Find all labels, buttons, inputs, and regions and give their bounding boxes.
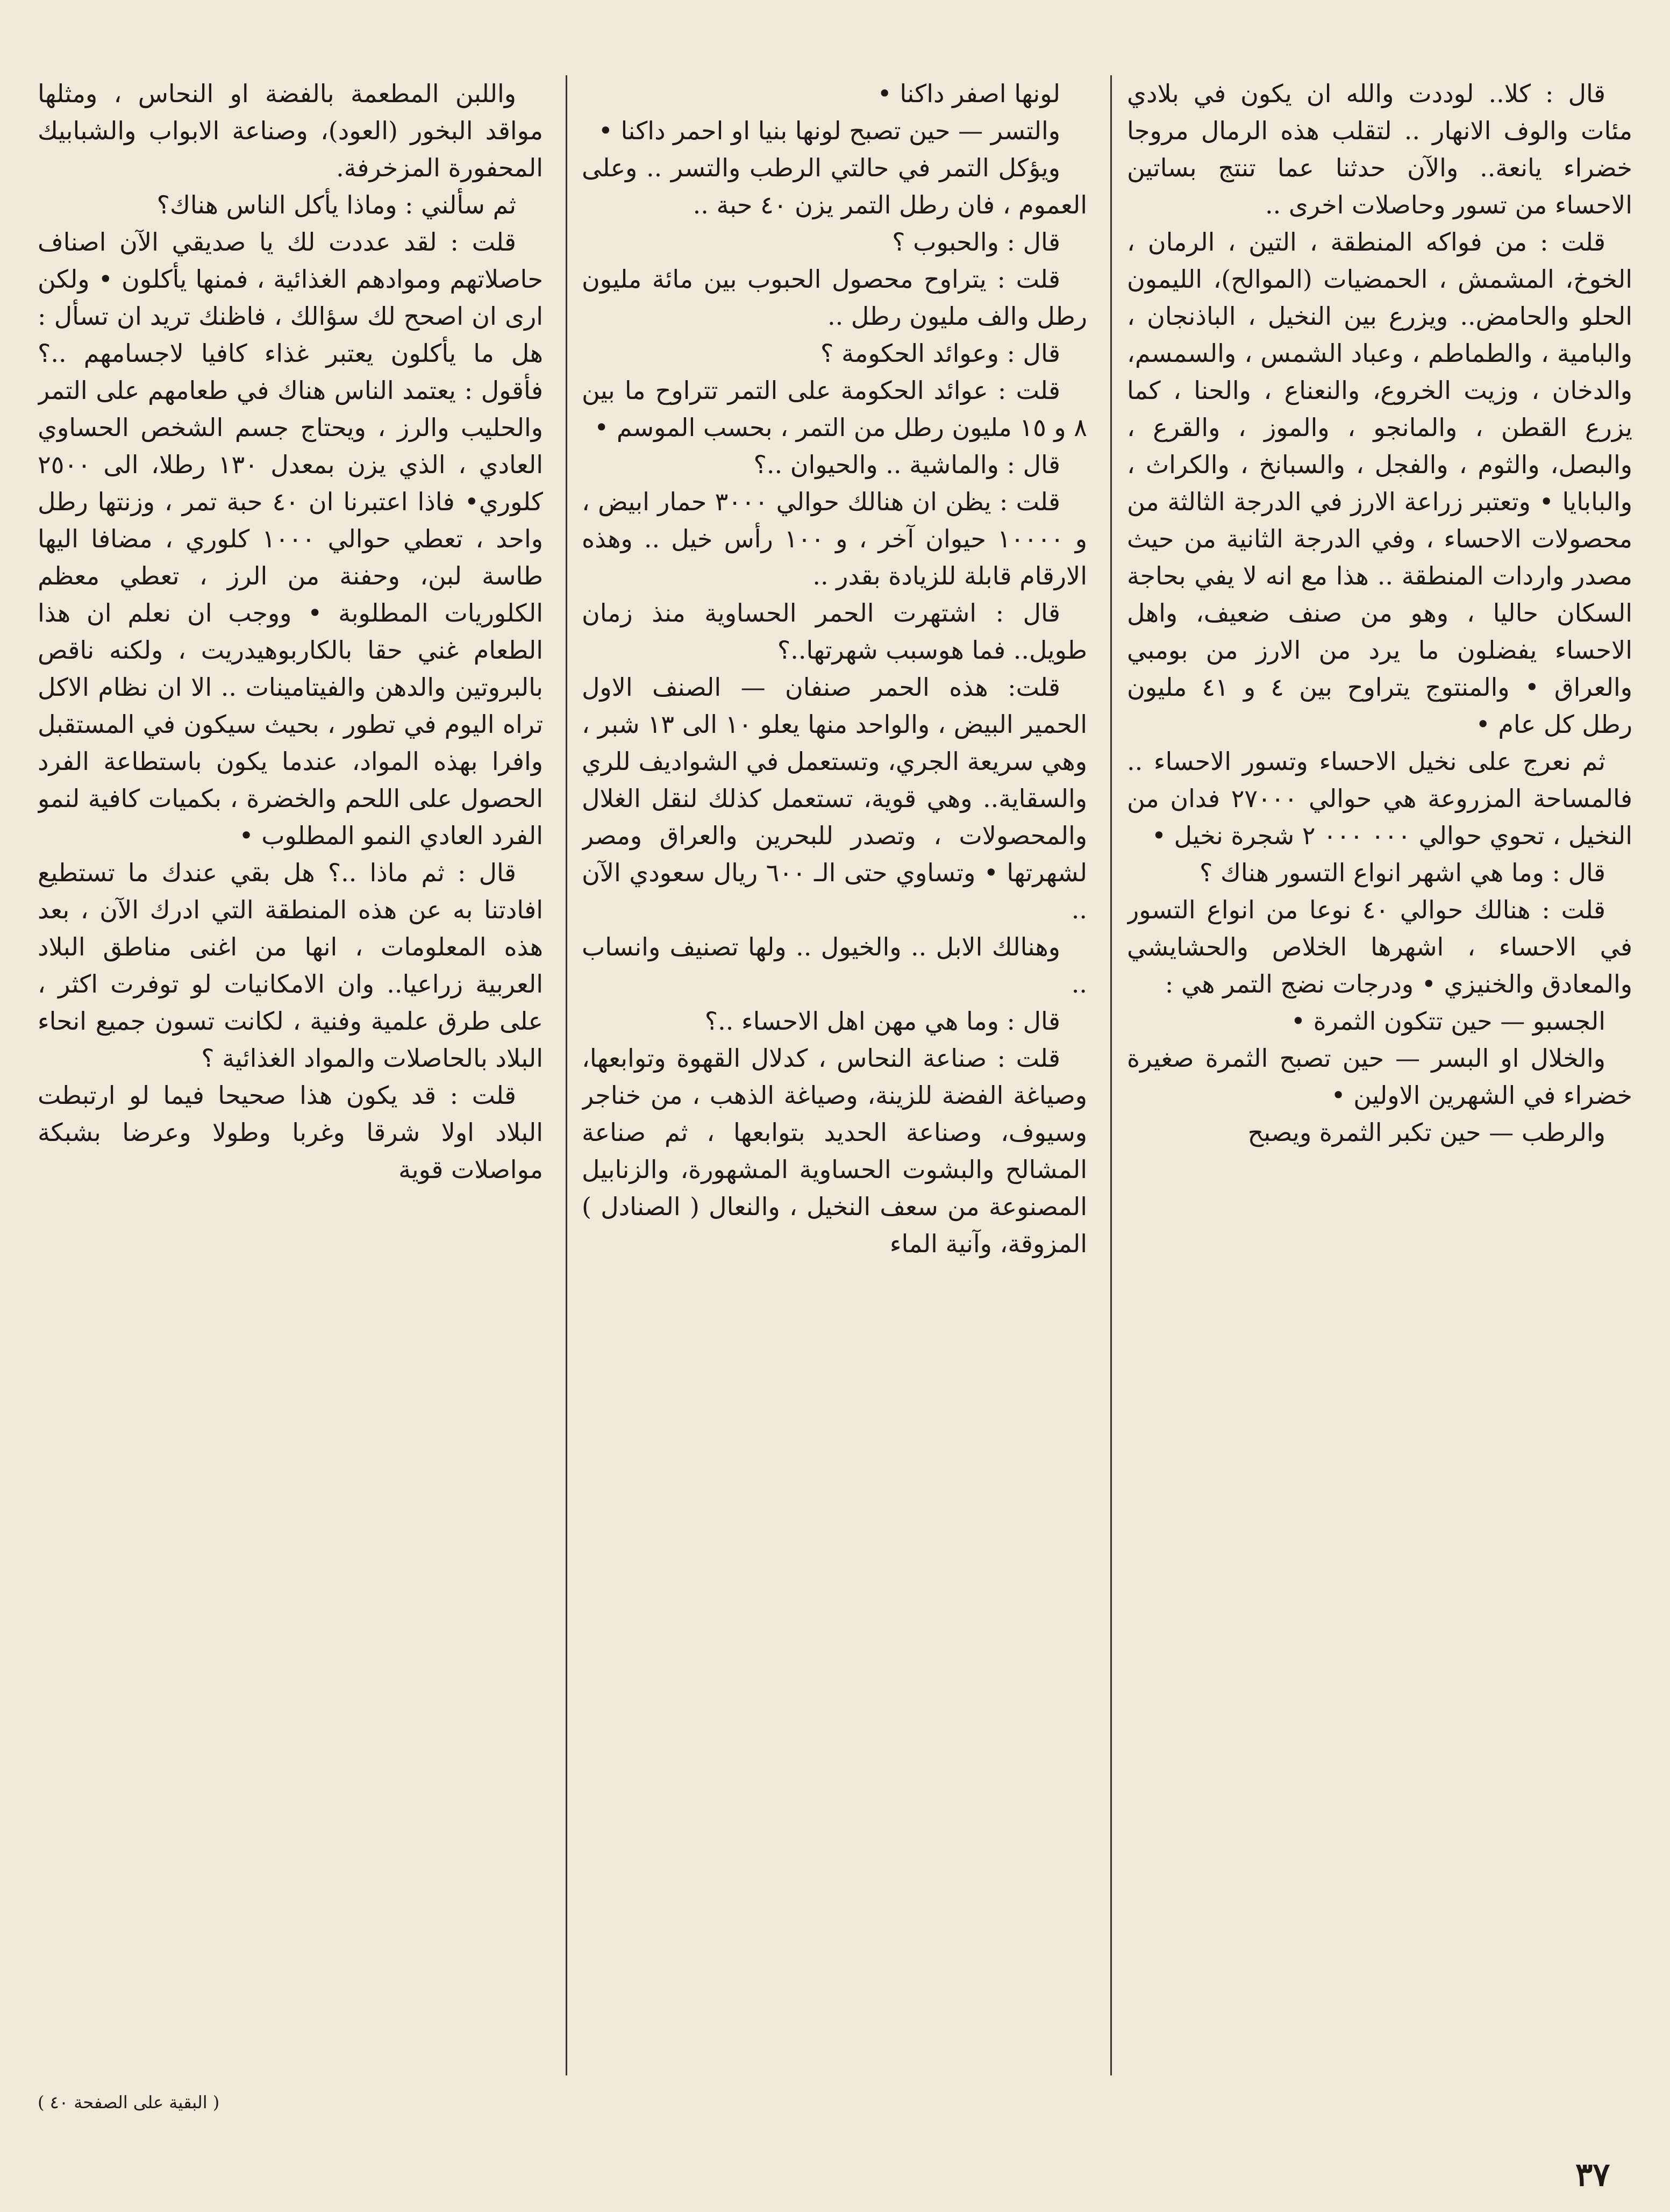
paragraph: ثم نعرج على نخيل الاحساء وتسور الاحساء .. فالمساحة المزروعة هي حوالي ٢٧٠٠٠ فدان من النخيل ، تحوي حوالي ٠٠٠ ٠٠٠ ٢ شجرة نخيل • [1127,747,1632,850]
column-divider [1110,75,1112,2075]
paragraph: قال : كلا.. لوددت والله ان يكون في بلادي مئات والوف الانهار .. لتقلب هذه الرمال مروجا خضراء يانعة.. والآن حدثنا عما تنتج بساتين الاحساء من تسور وحاصلات اخرى .. [1127,79,1632,219]
paragraph: والتسر — حين تصبح لونها بنيا او احمر داكنا • [598,116,1060,145]
paragraph: ثم سألني : وماذا يأكل الناس هناك؟ [156,190,516,219]
paragraph: قال : وما هي اشهر انواع التسور هناك ؟ [1199,858,1605,887]
paragraph: قال : وما هي مهن اهل الاحساء ..؟ [704,1007,1060,1036]
continued-note: ( البقية على الصفحة ٤٠ ) [38,2092,220,2113]
paragraph: قلت : يظن ان هنالك حوالي ٣٠٠٠ حمار ابيض ، و ١٠٠٠٠ حيوان آخر ، و ١٠٠ رأس خيل .. وهذه الارقام قابلة للزيادة بقدر .. [582,487,1087,590]
paragraph: وهنالك الابل .. والخيول .. ولها تصنيف وانساب .. [582,932,1087,998]
paragraph: قال : والحبوب ؟ [892,227,1060,256]
paragraph: ويؤكل التمر في حالتي الرطب والتسر .. وعلى العموم ، فان رطل التمر يزن ٤٠ حبة .. [582,153,1087,219]
paragraph: والخلال او البسر — حين تصبح الثمرة صغيرة خضراء في الشهرين الاولين • [1127,1044,1632,1110]
paragraph: قلت : عوائد الحكومة على التمر تتراوح ما بين ٨ و ١٥ مليون رطل من التمر ، بحسب الموسم • [582,376,1087,442]
paragraph: قلت : لقد عددت لك يا صديقي الآن اصناف حاصلاتهم وموادهم الغذائية ، فمنها يأكلون • ولكن ارى ان اصحح لك سؤالك ، فاظنك تريد ان تسأل : هل ما يأكلون يعتبر غذاء كافيا لاجسامهم ..؟ فأقول : يعتمد الناس هناك في طعامهم على التمر والحليب والرز ، ويحتاج جسم الشخص الحساوي العادي ، الذي يزن بمعدل ١٣٠ رطلا، الى ٢٥٠٠ كلوري• فاذا اعتبرنا ان ٤٠ حبة تمر ، وزنتها رطل واحد ، تعطي حوالي ١٠٠٠ كلوري ، مضافا اليها طاسة لبن، وحفنة من الرز ، تعطي معظم الكلوريات المطلوبة • ووجب ان نعلم ان هذا الطعام غني حقا بالكاربوهيدريت ، ولكنه ناقص بالبروتين والدهن والفيتامينات .. الا ان نظام الاكل تراه اليوم في تطور ، بحيث سيكون في المستقبل وافرا بهذه المواد، عندما يكون باستطاعة الفرد الحصول على اللحم والخضرة ، بكميات كافية لنمو الفرد العادي النمو المطلوب • [38,227,543,850]
text-column-left [38,75,543,2086]
paragraph: قال : اشتهرت الحمر الحساوية منذ زمان طويل.. فما هوسبب شهرتها..؟ [582,598,1087,665]
column-divider [566,75,567,2075]
paragraph: لونها اصفر داكنا • [877,79,1060,108]
paragraph: قلت: هذه الحمر صنفان — الصنف الاول الحمير البيض ، والواحد منها يعلو ١٠ الى ١٣ شبر ، وهي سريعة الجري، وتستعمل في الشواديف للري والسقاية.. وهي قوية، تستعمل كذلك لنقل الغلال والمحصولات ، وتصدر للبحرين والعراق ومصر لشهرتها • وتساوي حتى الـ ٦٠٠ ريال سعودي الآن .. [582,673,1087,924]
paragraph: قلت : صناعة النحاس ، كدلال القهوة وتوابعها، وصياغة الفضة للزينة، وصياغة الذهب ، من خناجر وسيوف، وصناعة الحديد بتوابعها ، ثم صناعة المشالح والبشوت الحساوية المشهورة، والزنابيل المصنوعة من سعف النخيل ، والنعال ( الصنادل ) المزوقة، وآنية الماء [582,1044,1087,1258]
paragraph: قال : وعوائد الحكومة ؟ [820,339,1060,368]
paragraph: قلت : هنالك حوالي ٤٠ نوعا من انواع التسور في الاحساء ، اشهرها الخلاص والحشايشي والمعادق والخنيزي • ودرجات نضج التمر هي : [1127,895,1632,998]
paragraph: قال : والماشية .. والحيوان ..؟ [753,450,1060,479]
paragraph: الجسبو — حين تتكون الثمرة • [1290,1007,1605,1036]
paragraph: قال : ثم ماذا ..؟ هل بقي عندك ما تستطيع افادتنا به عن هذه المنطقة التي ادرك الآن ، بعد هذه المعلومات ، انها من اغنى مناطق البلاد العربية زراعيا.. وان الامكانيات لو توفرت اكثر ، على طرق علمية وفنية ، لكانت تسون جميع انحاء البلاد بالحاصلات والمواد الغذائية ؟ [38,858,543,1073]
paragraph: قلت : قد يكون هذا صحيحا فيما لو ارتبطت البلاد اولا شرقا وغربا وطولا وعرضا بشبكة مواصلات قوية [38,1081,543,1184]
paragraph: قلت : يتراوح محصول الحبوب بين مائة مليون رطل والف مليون رطل .. [582,265,1087,331]
text-column-right [1127,75,1632,2118]
page-number: ٣٧ [1575,2156,1610,2194]
paragraph: واللبن المطعمة بالفضة او النحاس ، ومثلها مواقد البخور (العود)، وصناعة الابواب والشبابيك المحفورة المزخرفة. [38,79,543,182]
paragraph: والرطب — حين تكبر الثمرة ويصبح [1247,1118,1605,1147]
text-column-middle [582,75,1087,2118]
paragraph: قلت : من فواكه المنطقة ، التين ، الرمان ، الخوخ، المشمش ، الحمضيات (الموالح)، الليمون الحلو والحامض.. ويزرع بين النخيل ، الباذنجان ، والبامية ، والطماطم ، وعباد الشمس ، والسمسم، والدخان ، وزيت الخروع، والنعناع ، والحنا ، كما يزرع القطن ، والمانجو ، والموز ، والقرع ، والبصل، والثوم ، والفجل ، والسبانخ ، والكراث ، والبابايا • وتعتبر زراعة الارز في الدرجة الثالثة من محصولات الاحساء ، وفي الدرجة الثانية من حيث مصدر واردات المنطقة .. هذا مع انه لا يفي بحاجة السكان حاليا ، وهو من صنف ضعيف، واهل الاحساء يفضلون ما يرد من الارز من بومبي والعراق • والمنتوج يتراوح بين ٤ و ٤١ مليون رطل كل عام • [1127,227,1632,739]
